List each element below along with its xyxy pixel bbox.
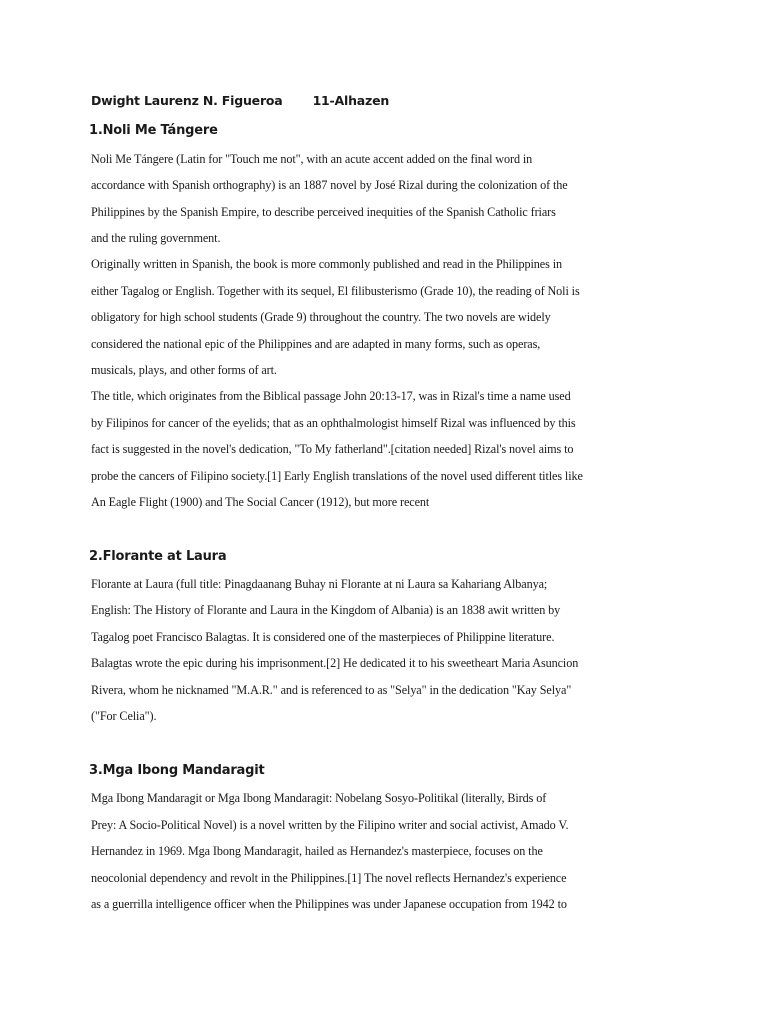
- paragraph-line: neocolonial dependency and revolt in the Philippines.[1] The novel reflects Hernandez's experience: [91, 871, 567, 885]
- paragraph-line: probe the cancers of Filipino society.[1] Early English translations of the novel used different titles like: [91, 469, 583, 483]
- paragraph-line: by Filipinos for cancer of the eyelids; that as an ophthalmologist himself Rizal was influenced by this: [91, 416, 576, 430]
- paragraph-line: Noli Me Tángere (Latin for "Touch me not", with an acute accent added on the final word in: [91, 152, 533, 166]
- paragraph-line: Prey: A Socio-Political Novel) is a novel written by the Filipino writer and social activist, Amado V.: [91, 818, 569, 832]
- class-section: 11-Alhazen: [312, 93, 390, 108]
- document-header: [91, 93, 389, 108]
- section-heading-noli: 1.Noli Me Tángere: [89, 123, 218, 138]
- paragraph-line: Tagalog poet Francisco Balagtas. It is considered one of the masterpieces of Philippine literature.: [91, 630, 555, 644]
- paragraph-line: obligatory for high school students (Grade 9) throughout the country. The two novels are widely: [91, 310, 551, 324]
- paragraph-line: accordance with Spanish orthography) is an 1887 novel by José Rizal during the colonization of the: [91, 178, 568, 192]
- paragraph-line: Florante at Laura (full title: Pinagdaanang Buhay ni Florante at ni Laura sa Kahariang Albanya;: [91, 577, 548, 591]
- paragraph-line: Philippines by the Spanish Empire, to describe perceived inequities of the Spanish Catholic friars: [91, 205, 556, 219]
- paragraph-line: English: The History of Florante and Laura in the Kingdom of Albania) is an 1838 awit written by: [91, 603, 561, 617]
- paragraph-line: as a guerrilla intelligence officer when the Philippines was under Japanese occupation from 1942 to: [91, 897, 567, 911]
- paragraph-line: either Tagalog or English. Together with its sequel, El filibusterismo (Grade 10), the reading of Noli is: [91, 284, 580, 298]
- paragraph-line: musicals, plays, and other forms of art.: [91, 363, 277, 377]
- paragraph-line: fact is suggested in the novel's dedication, "To My fatherland".[citation needed] Rizal's novel aims to: [91, 442, 574, 456]
- paragraph-line: considered the national epic of the Philippines and are adapted in many forms, such as operas,: [91, 337, 541, 351]
- paragraph-line: Hernandez in 1969. Mga Ibong Mandaragit, hailed as Hernandez's masterpiece, focuses on the: [91, 844, 543, 858]
- paragraph-line: Rivera, whom he nicknamed "M.A.R." and is referenced to as "Selya" in the dedication "Kay Selya": [91, 683, 572, 697]
- section-heading-florante: 2.Florante at Laura: [89, 549, 227, 564]
- author-name: Dwight Laurenz N. Figueroa: [91, 93, 283, 108]
- paragraph-line: An Eagle Flight (1900) and The Social Cancer (1912), but more recent: [91, 495, 430, 509]
- paragraph-line: Mga Ibong Mandaragit or Mga Ibong Mandaragit: Nobelang Sosyo-Politikal (literally, Birds of: [91, 791, 547, 805]
- paragraph-line: ("For Celia").: [91, 709, 157, 723]
- paragraph-line: The title, which originates from the Biblical passage John 20:13-17, was in Rizal's time a name used: [91, 389, 571, 403]
- paragraph-line: Originally written in Spanish, the book is more commonly published and read in the Philippines in: [91, 257, 562, 271]
- section-heading-ibong: 3.Mga Ibong Mandaragit: [89, 763, 265, 778]
- paragraph-line: Balagtas wrote the epic during his imprisonment.[2] He dedicated it to his sweetheart Maria Asuncion: [91, 656, 579, 670]
- paragraph-line: and the ruling government.: [91, 231, 221, 245]
